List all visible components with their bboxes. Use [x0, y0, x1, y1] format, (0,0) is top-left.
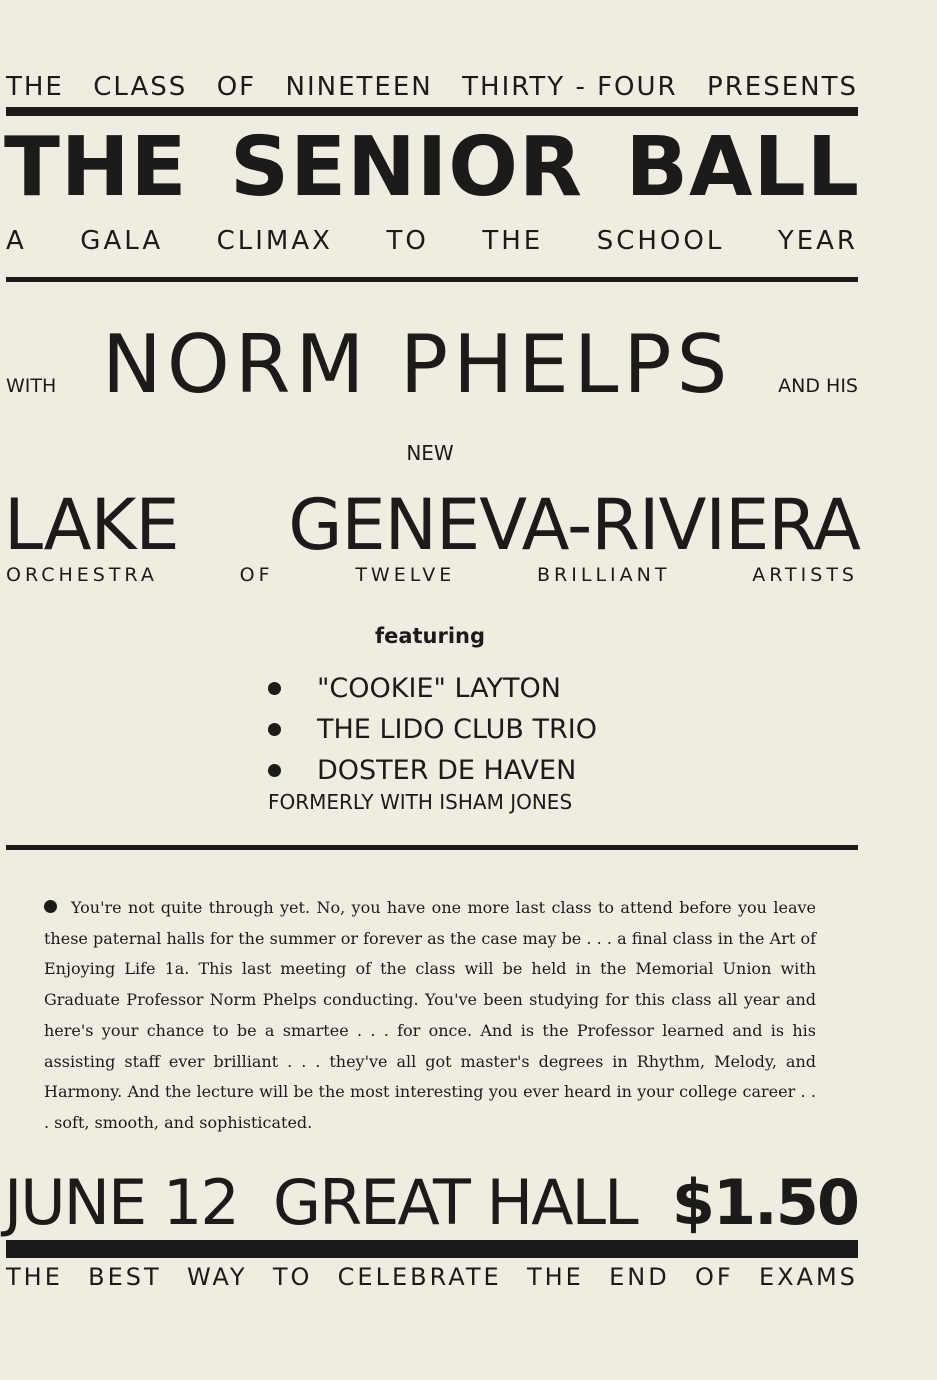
closing-word: CELEBRATE: [337, 1263, 502, 1291]
header-word: THE: [6, 72, 64, 102]
bullet-icon: [268, 682, 281, 695]
performer-list: [268, 668, 597, 791]
orchestra-word: GENEVA-RIVIERA: [288, 484, 860, 566]
header-word: OF: [216, 72, 257, 102]
middle-rule: [6, 845, 858, 850]
event-venue: GREAT HALL: [273, 1166, 637, 1239]
title-word: THE: [4, 120, 188, 215]
closing-word: BEST: [88, 1263, 162, 1291]
body-paragraph: [44, 893, 816, 1139]
closing-word: THE: [526, 1263, 584, 1291]
top-rule: [6, 107, 858, 116]
list-item: [268, 750, 597, 791]
band-leader-row: [6, 318, 858, 411]
desc-word: BRILLIANT: [537, 564, 671, 586]
event-details: [4, 1166, 858, 1239]
subtitle-word: A: [6, 226, 27, 256]
closing-line: [6, 1263, 858, 1291]
band-leader-name: NORM PHELPS: [102, 318, 733, 411]
bullet-icon: [268, 764, 281, 777]
orchestra-name: [4, 484, 860, 566]
header-word: CLASS: [93, 72, 188, 102]
title-word: SENIOR: [230, 120, 584, 215]
desc-word: ORCHESTRA: [6, 564, 158, 586]
closing-word: THE: [6, 1263, 63, 1291]
and-his-label: AND HIS: [778, 375, 858, 397]
page-title: [4, 120, 860, 215]
closing-word: TO: [272, 1263, 313, 1291]
subtitle-word: GALA: [80, 226, 164, 256]
closing-word: WAY: [186, 1263, 248, 1291]
new-label: NEW: [406, 441, 454, 465]
desc-word: OF: [239, 564, 274, 586]
subtitle-rule: [6, 277, 858, 282]
performer-name: DOSTER DE HAVEN: [317, 755, 577, 786]
closing-word: OF: [694, 1263, 734, 1291]
subtitle-word: TO: [386, 226, 429, 256]
orchestra-word: LAKE: [4, 484, 179, 566]
event-date: JUNE 12: [4, 1166, 238, 1239]
closing-word: END: [609, 1263, 670, 1291]
header-word: THIRTY - FOUR: [462, 72, 678, 102]
orchestra-description: [6, 564, 858, 586]
subtitle-word: CLIMAX: [216, 226, 333, 256]
list-item: [268, 709, 597, 750]
bottom-rule: [6, 1240, 858, 1258]
desc-word: TWELVE: [355, 564, 456, 586]
header-line: [6, 72, 858, 102]
event-price: $1.50: [671, 1166, 858, 1239]
performer-note: FORMERLY WITH ISHAM JONES: [268, 790, 573, 814]
subtitle: [6, 226, 858, 256]
performer-name: "COOKIE" LAYTON: [317, 673, 561, 704]
bullet-icon: [268, 723, 281, 736]
subtitle-word: THE: [482, 226, 544, 256]
header-word: NINETEEN: [285, 72, 433, 102]
featuring-label: featuring: [374, 624, 486, 648]
performer-name: THE LIDO CLUB TRIO: [317, 714, 597, 745]
title-word: BALL: [625, 120, 860, 215]
list-item: [268, 668, 597, 709]
body-text: You're not quite through yet. No, you have one more last class to attend before you leave these paternal halls for the summer or forever as the case may be . . . a final class in the Art of Enjoying Life 1a. This last meeting of the class will be held in the Memorial Union with Graduate Professor Norm Phelps conducting. You've been studying for this class all year and here's your chance to be a smartee . . . for once. And is the Professor learned and is his assisting staff ever brilliant . . . they've all got master's degrees in Rhythm, Melody, and Harmony. And the lecture will be the most interesting you ever heard in your college career . . . soft, smooth, and sophisticated.: [44, 898, 816, 1132]
header-word: PRESENTS: [707, 72, 858, 102]
desc-word: ARTISTS: [752, 564, 858, 586]
bullet-icon: [44, 900, 57, 913]
subtitle-word: SCHOOL: [596, 226, 725, 256]
subtitle-word: YEAR: [777, 226, 858, 256]
with-label: WITH: [6, 375, 57, 397]
closing-word: EXAMS: [758, 1263, 858, 1291]
